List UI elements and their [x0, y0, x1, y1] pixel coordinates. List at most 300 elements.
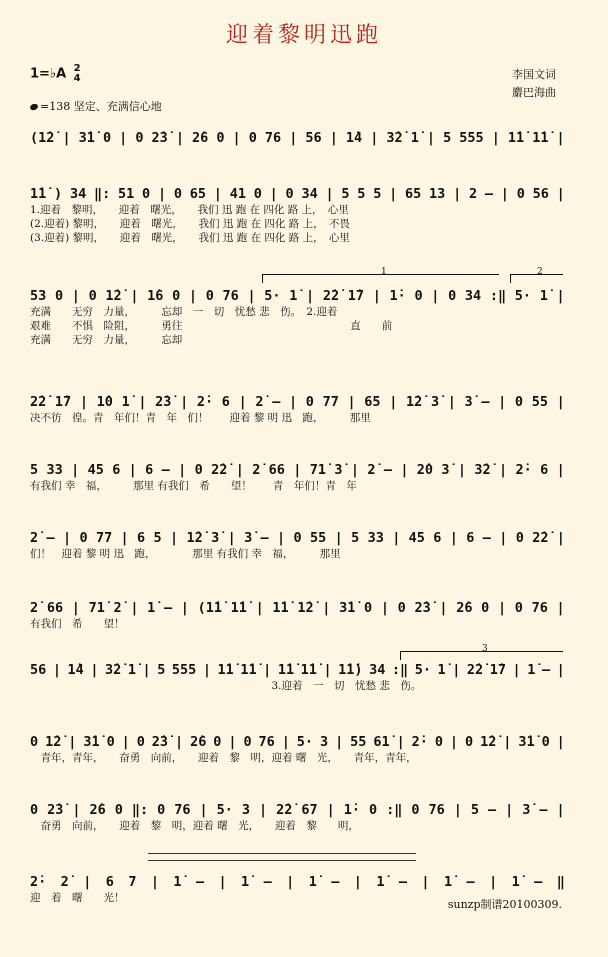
note-group: 56: [30, 662, 47, 678]
barline: |: [259, 802, 268, 818]
barline: |: [449, 734, 459, 750]
note-group: 55: [350, 734, 367, 750]
note-row: [30, 660, 565, 678]
note-group: 53: [30, 288, 47, 304]
note-group: 1̇7: [347, 288, 365, 304]
barline: |: [421, 874, 430, 890]
note-group: 0: [88, 288, 97, 304]
note-group: 0: [248, 130, 257, 146]
barline: |: [556, 186, 565, 202]
note-group: 45: [87, 462, 104, 478]
note-group: 33: [46, 462, 63, 478]
barline: |: [157, 186, 167, 202]
note-group: 0: [414, 288, 423, 304]
key-label: 1=♭A: [30, 66, 67, 82]
note-group: 0: [54, 288, 64, 304]
staff-system: [30, 598, 565, 630]
footer-credit: sunzp制谱20100309.: [447, 898, 562, 911]
note-row: [30, 184, 565, 202]
barline: |: [130, 600, 139, 616]
note-group: 55: [310, 530, 327, 546]
note-group: 6: [221, 394, 230, 410]
barline: |: [497, 600, 507, 616]
note-group: 555: [171, 662, 197, 678]
note-group: 77: [95, 530, 113, 546]
barline: |: [227, 530, 236, 546]
note-row: [30, 128, 565, 146]
note-row: [30, 732, 565, 750]
note-group: –: [488, 802, 497, 818]
note-group: 1̇2̇: [105, 288, 122, 304]
note-group: 3̇: [430, 394, 440, 410]
note-group: 55: [531, 394, 548, 410]
song-title: 迎着黎明迅跑: [225, 23, 382, 48]
note-group: 1̇7: [489, 662, 506, 678]
note-group: 3̇2̇: [386, 130, 403, 146]
barline: |: [335, 734, 344, 750]
barline: |: [202, 662, 211, 678]
barline: |: [71, 288, 80, 304]
barline: :‖: [386, 802, 403, 818]
note-group: 1̇2̇: [186, 530, 203, 546]
note-group: 2̇·: [30, 874, 47, 890]
note-row: [30, 528, 565, 546]
barline: |: [150, 874, 159, 890]
note-group: 0: [205, 288, 214, 304]
barline: |: [453, 186, 462, 202]
note-group: –: [195, 874, 205, 890]
lyric-line: 有我们 希 望！: [30, 618, 125, 630]
note-group: 0: [514, 600, 523, 616]
note-group: 1̇1̇: [272, 600, 289, 616]
note-group: 2̇·: [196, 394, 214, 410]
note-group: 5: [357, 186, 366, 202]
barline: |: [119, 130, 128, 146]
note-group: 45: [408, 530, 425, 546]
barline: |: [426, 130, 436, 146]
note-group: 1̇: [539, 288, 548, 304]
note-group: 0: [541, 734, 550, 750]
staff-system: [30, 732, 565, 764]
barline: |: [72, 802, 81, 818]
note-group: 1̇1̇: [532, 130, 549, 146]
note-group: 5: [341, 186, 350, 202]
staff-system: [30, 184, 565, 244]
note-group: 5: [443, 130, 452, 146]
note-group: 1̇: [443, 874, 453, 890]
note-group: 33: [367, 530, 384, 546]
barline: |: [556, 462, 565, 478]
note-group: 3̇: [211, 530, 220, 546]
barline: |: [269, 186, 278, 202]
note-group: (1̇2̇: [30, 130, 55, 146]
note-group: 5: [373, 186, 382, 202]
barline: |: [138, 394, 147, 410]
note-group: 2̇2̇: [276, 802, 293, 818]
note-group: 6: [433, 530, 442, 546]
note-group: 1̇1̇: [217, 662, 234, 678]
barline: |: [180, 394, 189, 410]
note-group: 3̇: [441, 462, 450, 478]
note-group: 6: [466, 530, 475, 546]
note-group: (1̇1̇: [197, 600, 222, 616]
note-group: 2̇: [252, 462, 261, 478]
note-group: 2̇3̇: [151, 130, 168, 146]
note-group: 2̇: [255, 394, 264, 410]
note-group: 5: [470, 802, 480, 818]
note-group: 76: [264, 130, 282, 146]
note-group: 1̇1̇: [240, 662, 257, 678]
note-group: 34: [464, 288, 482, 304]
barline: |: [247, 288, 256, 304]
note-group: 1̇: [437, 662, 446, 678]
note-group: 0: [142, 186, 151, 202]
note-group: 0: [135, 130, 144, 146]
barline: |: [52, 662, 61, 678]
note-group: 1̇1̇: [30, 186, 47, 202]
barline: |: [457, 462, 467, 478]
note-group: 3: [320, 734, 329, 750]
barline: |: [79, 394, 88, 410]
note-group: 2̇2̇: [211, 462, 228, 478]
note-group: –: [534, 874, 543, 890]
barline: |: [350, 462, 359, 478]
note-group: 41: [229, 186, 246, 202]
note-group: 0: [515, 530, 524, 546]
note-group: 5: [30, 462, 39, 478]
note-group: 1̇6: [147, 288, 164, 304]
note-group: 56: [532, 186, 549, 202]
volta-2-label: 2: [537, 267, 543, 277]
barline: |: [372, 288, 381, 304]
barline: |: [556, 734, 565, 750]
barline: |: [325, 186, 334, 202]
volta-1: [262, 267, 499, 283]
note-group: 3̇1̇: [518, 734, 535, 750]
barline: |: [68, 734, 77, 750]
lyric-line: 们！ 迎着 黎 明 迅 跑， 那里 有我们 幸 福， 那里: [30, 548, 341, 560]
barline: |: [503, 734, 512, 750]
barline: |: [453, 802, 462, 818]
note-group: 76: [258, 734, 275, 750]
note-group: 0: [30, 734, 39, 750]
note-group: 0: [172, 288, 181, 304]
note-row: [30, 286, 565, 304]
note-group: 6: [112, 462, 121, 478]
composer: 麝巴海曲: [512, 86, 556, 99]
barline: |: [347, 394, 356, 410]
note-group: 1̇: [121, 394, 130, 410]
barline: |: [396, 734, 405, 750]
note-group: 1̇: [147, 600, 156, 616]
note-group: 34: [69, 186, 87, 202]
note-group: 3̇1̇: [83, 734, 100, 750]
note-group: 34: [369, 662, 386, 678]
barline: |: [499, 530, 508, 546]
lyric-line: 1.迎着 黎明， 迎着 曙光， 我们 迅 跑 在 四化 路 上， 心里: [30, 204, 349, 216]
barline: |: [120, 530, 129, 546]
note-group: 76: [428, 802, 445, 818]
note-group: 2̇6: [89, 802, 106, 818]
note-group: 0: [481, 600, 490, 616]
note-group: 77: [322, 394, 339, 410]
barline: |: [556, 130, 565, 146]
note-group: 1̇2̇: [45, 734, 62, 750]
note-group: 5·: [264, 288, 281, 304]
note-group: 76: [174, 802, 191, 818]
note-group: 2̇2̇: [30, 394, 47, 410]
note-group: 13: [429, 186, 446, 202]
note-group: 1̇: [308, 874, 317, 890]
barline: |: [175, 130, 184, 146]
barline: |: [288, 394, 298, 410]
barline: |: [505, 802, 514, 818]
note-group: 0: [253, 186, 262, 202]
note-group: 0: [465, 734, 474, 750]
barline: |: [500, 186, 509, 202]
barline: |: [142, 662, 151, 678]
barline: |: [289, 130, 298, 146]
barline: |: [90, 662, 99, 678]
note-group: 1̇1̇: [507, 130, 525, 146]
note-group: ): [54, 186, 63, 202]
note-group: 1̇4: [67, 662, 84, 678]
barline: |: [498, 394, 507, 410]
note-group: 0: [305, 394, 314, 410]
note-group: –: [482, 530, 491, 546]
note-group: 0: [369, 802, 378, 818]
barline: |: [431, 288, 440, 304]
barline: |: [213, 186, 222, 202]
note-group: 2̇: [367, 462, 376, 478]
note-group: 0: [194, 462, 203, 478]
barline: |: [452, 662, 461, 678]
note-group: –: [383, 462, 392, 478]
note-group: 0: [448, 288, 457, 304]
note-group: 1̇: [527, 662, 536, 678]
note-group: 0: [397, 600, 406, 616]
lyricist: 李国文词: [512, 68, 556, 81]
note-row: [30, 872, 565, 890]
note-group: –: [539, 802, 548, 818]
note-group: 0: [216, 130, 225, 146]
time-top: 2: [73, 63, 81, 74]
barline: |: [489, 874, 498, 890]
barline: |: [188, 288, 198, 304]
barline: |: [447, 394, 456, 410]
note-group: 1̇2̇: [480, 734, 497, 750]
note-group: 1̇1̇): [338, 662, 363, 678]
time-signature: [74, 64, 81, 84]
note-group: 7: [128, 874, 137, 890]
barline: |: [238, 394, 247, 410]
barline: |: [178, 462, 187, 478]
barline: |: [329, 130, 338, 146]
barline: |: [556, 802, 565, 818]
barline: |: [175, 734, 184, 750]
barline: |: [199, 802, 208, 818]
note-group: 2̇3̇: [151, 734, 169, 750]
barline: |: [128, 462, 137, 478]
note-group: 1̇: [376, 874, 385, 890]
note-group: –: [481, 394, 490, 410]
note-group: 6: [145, 462, 154, 478]
staff-system: [30, 286, 565, 346]
note-row: [30, 460, 565, 478]
note-group: 0: [285, 186, 294, 202]
barline: :‖: [489, 288, 507, 304]
note-group: 3̇: [464, 394, 473, 410]
note-row: [30, 800, 565, 818]
barline: :‖: [391, 662, 409, 678]
note-group: 0: [516, 186, 525, 202]
note-group: 3̇: [244, 530, 253, 546]
note-group: 2̇·: [411, 734, 428, 750]
note-group: 3̇: [334, 462, 343, 478]
note-group: 0: [243, 734, 252, 750]
volta-1-label: 1: [381, 267, 387, 277]
barline: |: [556, 662, 565, 678]
note-group: 1̇0: [96, 394, 113, 410]
barline: |: [286, 874, 295, 890]
note-group: 0: [364, 600, 373, 616]
note-row: [30, 598, 565, 616]
note-group: 0: [173, 186, 182, 202]
key-signature: [30, 64, 81, 84]
note-group: 34: [301, 186, 318, 202]
note-group: 65: [364, 394, 381, 410]
note-group: 2̇0: [416, 462, 434, 478]
note-group: 2̇: [30, 600, 39, 616]
barline: |: [255, 600, 264, 616]
barline: |: [449, 530, 458, 546]
barline: |: [556, 394, 565, 410]
note-group: 67: [301, 802, 318, 818]
note-group: 0: [114, 802, 123, 818]
note-group: 555: [459, 130, 484, 146]
staff-system: [30, 460, 565, 492]
barline: |: [323, 662, 332, 678]
note-group: 0: [434, 734, 443, 750]
time-bottom: 4: [73, 73, 81, 84]
barline: |: [277, 530, 286, 546]
note-group: 1̇: [173, 874, 182, 890]
note-group: –: [331, 874, 340, 890]
note-group: 3̇2̇: [474, 462, 491, 478]
barline: |: [281, 734, 290, 750]
barline: |: [218, 874, 227, 890]
barline: |: [62, 130, 71, 146]
note-group: 1̇1̇: [277, 662, 295, 678]
note-group: –: [263, 874, 272, 890]
staff-system: [30, 128, 565, 146]
note-group: 2: [468, 186, 478, 202]
lyric-line: 3.迎着 一 切 忧愁 悲 伤。: [30, 680, 422, 692]
note-group: 2̇3̇: [414, 600, 431, 616]
barline: |: [326, 802, 335, 818]
note-group: –: [260, 530, 269, 546]
barline: |: [498, 462, 508, 478]
note-row: [30, 392, 565, 410]
note-group: 1̇7: [54, 394, 72, 410]
note-group: 1̇: [511, 874, 520, 890]
note-group: –: [484, 186, 494, 202]
note-group: 3̇1̇: [78, 130, 95, 146]
barline: |: [232, 130, 241, 146]
barline: |: [556, 288, 565, 304]
barline: |: [556, 530, 565, 546]
note-group: 3̇1̇: [339, 600, 356, 616]
lyric-line: (3.迎着) 黎明， 迎着 曙光， 我们 迅 跑 在 四化 路 上， 心里: [30, 232, 350, 244]
note-group: 5: [351, 530, 360, 546]
note-group: 66: [46, 600, 64, 616]
note-group: 3: [241, 802, 251, 818]
barline: ‖:: [93, 186, 111, 202]
barline: |: [228, 734, 237, 750]
note-group: 1̇·: [389, 288, 406, 304]
tempo-text: =138 坚定、充满信心地: [40, 100, 162, 113]
note-group: 0: [293, 530, 302, 546]
note-group: 1̇·: [343, 802, 361, 818]
note-group: 65: [189, 186, 207, 202]
note-group: 1̇1̇: [300, 662, 317, 678]
barline: |: [389, 394, 398, 410]
note-group: 2̇2̇: [532, 530, 549, 546]
note-group: 6: [105, 874, 114, 890]
barline: |: [130, 288, 139, 304]
note-group: –: [541, 662, 551, 678]
note-group: 1̇4: [345, 130, 363, 146]
note-group: 56: [305, 130, 322, 146]
note-group: 76: [222, 288, 239, 304]
lyric-line: 充满 无穷 力量， 忘却: [30, 334, 183, 346]
note-group: 0: [213, 734, 222, 750]
volta-3: [400, 644, 563, 660]
note-group: 65: [405, 186, 422, 202]
lyric-line: 奋勇 向前， 迎着 黎 明，迎着 曙 光， 迎着 黎 明，: [30, 820, 359, 832]
note-group: 5: [157, 662, 166, 678]
volta-2: [510, 267, 563, 283]
lyric-line: 迎 着 曙 光！: [30, 892, 125, 904]
note-group: 0: [30, 802, 39, 818]
note-group: 61̇: [373, 734, 390, 750]
barline: |: [62, 530, 72, 546]
lyric-line: 有我们 幸 福， 那里 有我们 希 望！ 青 年们！青 年: [30, 480, 357, 492]
note-group: 0: [106, 734, 115, 750]
barline: |: [556, 600, 565, 616]
note-group: 3̇2̇: [105, 662, 122, 678]
note-group: 2̇·: [515, 462, 532, 478]
note-group: 1̇2̇: [406, 394, 423, 410]
glissando-line: [148, 853, 416, 861]
staff-system: [30, 800, 565, 832]
staff-system: [30, 528, 565, 560]
note-group: 1̇: [410, 130, 419, 146]
note-group: 5: [153, 530, 162, 546]
note-group: 2̇6: [456, 600, 473, 616]
note-group: 2̇2̇: [322, 288, 340, 304]
note-group: 1̇1̇: [230, 600, 247, 616]
barline: |: [334, 530, 343, 546]
note-group: –: [46, 530, 55, 546]
note-group: 2̇: [60, 874, 69, 890]
note-group: 1̇: [241, 874, 250, 890]
note-group: 3̇: [522, 802, 531, 818]
note-group: –: [161, 462, 170, 478]
barline: |: [439, 600, 448, 616]
note-group: 1̇: [127, 662, 136, 678]
note-group: 1̇: [289, 288, 298, 304]
